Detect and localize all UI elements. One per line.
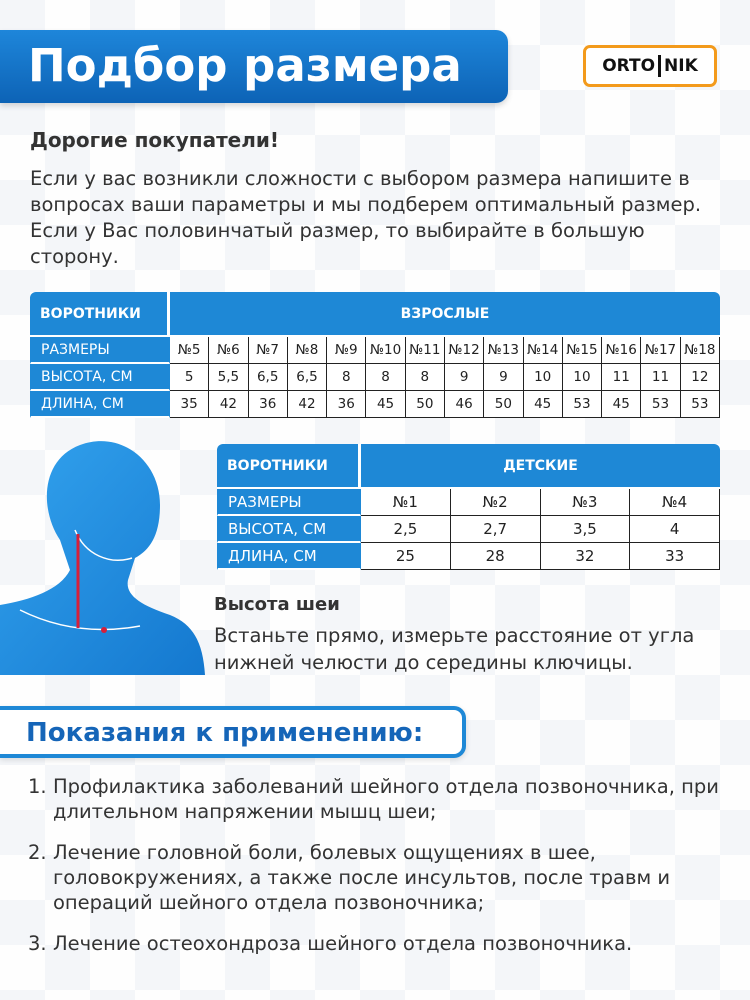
table-cell: №3: [541, 489, 631, 516]
kids-header-title: ДЕТСКИЕ: [361, 444, 720, 489]
indications-list: [0, 774, 750, 972]
table-row: [217, 543, 720, 570]
row-label: ДЛИНА, СМ: [30, 391, 170, 418]
table-row: [30, 391, 720, 418]
table-cell: 10: [524, 364, 563, 391]
table-row: [30, 337, 720, 364]
table-cell: 53: [641, 391, 680, 418]
adult-size-table: [30, 292, 720, 418]
table-cell: 36: [327, 391, 366, 418]
table-cell: 45: [602, 391, 641, 418]
table-cell: 8: [406, 364, 445, 391]
table-cell: 2,5: [361, 516, 451, 543]
table-row: [30, 364, 720, 391]
row-label: ДЛИНА, СМ: [217, 543, 361, 570]
table-cell: 6,5: [249, 364, 288, 391]
table-cell: №8: [288, 337, 327, 364]
greeting-heading: Дорогие покупатели!: [30, 128, 280, 152]
table-row: [217, 489, 720, 516]
table-cell: 53: [681, 391, 720, 418]
table-cell: №16: [602, 337, 641, 364]
logo-text-right: NIK: [664, 56, 698, 76]
table-cell: №14: [524, 337, 563, 364]
brand-logo: [583, 45, 717, 87]
kids-table-header: [217, 444, 720, 489]
list-item: [0, 840, 723, 915]
table-cell: 35: [170, 391, 209, 418]
table-cell: 50: [406, 391, 445, 418]
list-item-number: 2.: [28, 841, 47, 864]
table-cell: 2,7: [451, 516, 541, 543]
indications-title: Показания к применению:: [26, 718, 424, 748]
table-cell: 53: [563, 391, 602, 418]
table-cell: 45: [366, 391, 405, 418]
table-cell: 5: [170, 364, 209, 391]
list-item: [0, 774, 723, 824]
indications-banner: [0, 706, 466, 758]
table-cell: 33: [630, 543, 720, 570]
title-banner: [0, 30, 508, 103]
row-label: ВЫСОТА, СМ: [30, 364, 170, 391]
table-cell: 6,5: [288, 364, 327, 391]
table-cell: 8: [366, 364, 405, 391]
list-item-text: Лечение остеохондроза шейного отдела позвоночника.: [53, 932, 633, 955]
logo-separator: [658, 55, 661, 77]
table-cell: №18: [681, 337, 720, 364]
table-cell: 11: [602, 364, 641, 391]
table-cell: 42: [288, 391, 327, 418]
table-cell: №11: [406, 337, 445, 364]
table-cell: 42: [209, 391, 248, 418]
logo-text-left: ORTO: [602, 56, 656, 76]
page-title: Подбор размера: [28, 39, 462, 92]
table-cell: №7: [249, 337, 288, 364]
adult-header-label: ВОРОТНИКИ: [30, 292, 170, 337]
table-cell: №13: [484, 337, 523, 364]
table-cell: №1: [361, 489, 451, 516]
adult-table-header: [30, 292, 720, 337]
list-item-text: Профилактика заболеваний шейного отдела позвоночника, при длительном напряжении мышц шеи;: [53, 775, 719, 823]
table-cell: 10: [563, 364, 602, 391]
row-label: РАЗМЕРЫ: [217, 489, 361, 516]
table-cell: №12: [445, 337, 484, 364]
neck-measurement-figure: [0, 430, 205, 675]
list-item-number: 1.: [28, 775, 47, 798]
adult-header-title: ВЗРОСЛЫЕ: [170, 292, 720, 337]
table-cell: №6: [209, 337, 248, 364]
table-cell: 50: [484, 391, 523, 418]
table-cell: 4: [630, 516, 720, 543]
table-cell: 12: [681, 364, 720, 391]
table-cell: №5: [170, 337, 209, 364]
table-cell: №4: [630, 489, 720, 516]
neck-height-text: Встаньте прямо, измерьте расстояние от угла нижней челюсти до середины ключицы.: [214, 624, 695, 674]
table-cell: 9: [445, 364, 484, 391]
list-item-number: 3.: [28, 932, 47, 955]
table-cell: 25: [361, 543, 451, 570]
intro-paragraph: Если у вас возникли сложности с выбором размера напишите в вопросах ваши параметры и мы подберем оптимальный размер. Если у Вас половинчатый размер, то выбирайте в большую сторону.: [30, 167, 702, 268]
table-cell: №15: [563, 337, 602, 364]
row-label: ВЫСОТА, СМ: [217, 516, 361, 543]
table-cell: 5,5: [209, 364, 248, 391]
neck-height-title: Высота шеи: [214, 594, 340, 615]
table-row: [217, 516, 720, 543]
table-cell: 36: [249, 391, 288, 418]
table-cell: 28: [451, 543, 541, 570]
table-cell: 3,5: [541, 516, 631, 543]
table-cell: 46: [445, 391, 484, 418]
measure-point: [101, 627, 107, 633]
table-cell: 11: [641, 364, 680, 391]
list-item: [0, 931, 723, 956]
table-cell: №17: [641, 337, 680, 364]
table-cell: 9: [484, 364, 523, 391]
table-cell: №2: [451, 489, 541, 516]
table-cell: 8: [327, 364, 366, 391]
kids-header-label: ВОРОТНИКИ: [217, 444, 361, 489]
table-cell: 45: [524, 391, 563, 418]
table-cell: №9: [327, 337, 366, 364]
list-item-text: Лечение головной боли, болевых ощущениях в шее, головокружениях, а также после инсультов, после травм и операций шейного отдела позвоночника;: [53, 841, 671, 914]
row-label: РАЗМЕРЫ: [30, 337, 170, 364]
table-cell: 32: [541, 543, 631, 570]
table-cell: №10: [366, 337, 405, 364]
kids-size-table: [217, 444, 720, 570]
